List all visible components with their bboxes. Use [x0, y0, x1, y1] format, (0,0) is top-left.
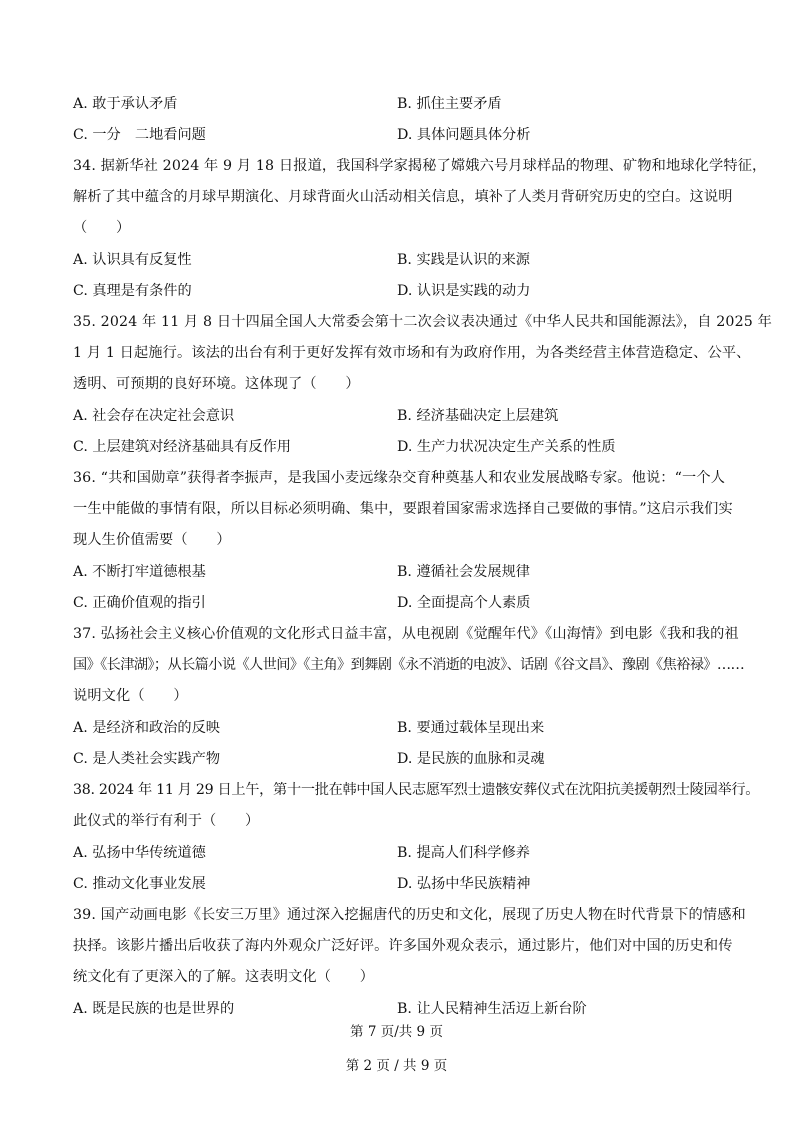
q35-option-b: B. 经济基础决定上层建筑	[397, 408, 559, 424]
q33-option-c: C. 一分 二地看问题	[73, 127, 206, 143]
q33-option-a: A. 敢于承认矛盾	[73, 96, 178, 112]
q34-option-c: C. 真理是有条件的	[73, 283, 192, 299]
q34-answer-blank: （ ）	[73, 220, 131, 236]
q36-stem-line-1: 36. “共和国勋章”获得者李振声，是我国小麦远缘杂交育种奠基人和农业发展战略专家。他说：“一个人	[73, 470, 726, 486]
q37-stem-line-2: 国》《长津湖》；从长篇小说《人世间》《主角》到舞剧《永不消逝的电波》、话剧《谷文昌》、豫剧《焦裕禄》……	[73, 657, 745, 673]
q37-option-a: A. 是经济和政治的反映	[73, 720, 220, 736]
q37-option-b: B. 要通过载体呈现出来	[397, 720, 545, 736]
q36-option-a: A. 不断打牢道德根基	[73, 564, 206, 580]
q39-option-a: A. 既是民族的也是世界的	[73, 1001, 235, 1017]
q33-option-d: D. 具体问题具体分析	[397, 127, 531, 143]
q34-option-b: B. 实践是认识的来源	[397, 252, 530, 268]
q38-option-a: A. 弘扬中华传统道德	[73, 845, 206, 861]
q36-option-b: B. 遵循社会发展规律	[397, 564, 530, 580]
q34-stem-line-2: 解析了其中蕴含的月球早期演化、月球背面火山活动相关信息，填补了人类月背研究历史的空白。这说明	[73, 189, 733, 205]
q35-option-d: D. 生产力状况决定生产关系的性质	[397, 439, 616, 455]
q38-option-c: C. 推动文化事业发展	[73, 876, 206, 892]
q35-stem-line-3: 透明、可预期的良好环境。这体现了（ ）	[73, 376, 360, 392]
q34-option-a: A. 认识具有反复性	[73, 252, 192, 268]
inner-page-number: 第 7 页/共 9 页	[350, 1024, 443, 1040]
q38-option-d: D. 弘扬中华民族精神	[397, 876, 531, 892]
q35-option-a: A. 社会存在决定社会意识	[73, 408, 235, 424]
outer-page-number: 第 2 页 / 共 9 页	[345, 1058, 448, 1074]
q38-stem-line-1: 38. 2024 年 11 月 29 日上午，第十一批在韩中国人民志愿军烈士遗骸安葬仪式在沈阳抗美援朝烈士陵园举行。	[73, 782, 760, 798]
q35-stem-line-1: 35. 2024 年 11 月 8 日十四届全国人大常委会第十二次会议表决通过《中华人民共和国能源法》，自 2025 年	[73, 314, 772, 330]
q36-option-c: C. 正确价值观的指引	[73, 595, 206, 611]
q39-stem-line-2: 抉择。该影片播出后收获了海内外观众广泛好评。许多国外观众表示，通过影片，他们对中国的历史和传	[73, 938, 733, 954]
q35-option-c: C. 上层建筑对经济基础具有反作用	[73, 439, 291, 455]
q39-option-b: B. 让人民精神生活迈上新台阶	[397, 1001, 587, 1017]
q37-stem-line-3: 说明文化（ ）	[73, 688, 188, 704]
q37-option-c: C. 是人类社会实践产物	[73, 751, 221, 767]
q39-stem-line-3: 统文化有了更深入的了解。这表明文化（ ）	[73, 969, 375, 985]
q34-stem-line-1: 34. 据新华社 2024 年 9 月 18 日报道，我国科学家揭秘了嫦娥六号月球样品的物理、矿物和地球化学特征，	[73, 158, 767, 174]
q33-option-b: B. 抓住主要矛盾	[397, 96, 502, 112]
q39-stem-line-1: 39. 国产动画电影《长安三万里》通过深入挖掘唐代的历史和文化，展现了历史人物在时代背景下的情感和	[73, 907, 746, 923]
q38-stem-line-2: 此仪式的举行有利于（ ）	[73, 813, 260, 829]
q38-option-b: B. 提高人们科学修养	[397, 845, 530, 861]
q36-stem-line-2: 一生中能做的事情有限，所以目标必须明确、集中，要跟着国家需求选择自己要做的事情。”这启示我们实	[73, 501, 733, 517]
q35-stem-line-2: 1 月 1 日起施行。该法的出台有利于更好发挥有效市场和有为政府作用，为各类经营主体营造稳定、公平、	[73, 345, 751, 361]
q36-option-d: D. 全面提高个人素质	[397, 595, 531, 611]
q37-stem-line-1: 37. 弘扬社会主义核心价值观的文化形式日益丰富，从电视剧《觉醒年代》《山海情》到电影《我和我的祖	[73, 626, 739, 642]
q36-stem-line-3: 现人生价值需要（ ）	[73, 532, 231, 548]
q37-option-d: D. 是民族的血脉和灵魂	[397, 751, 545, 767]
q34-option-d: D. 认识是实践的动力	[397, 283, 531, 299]
